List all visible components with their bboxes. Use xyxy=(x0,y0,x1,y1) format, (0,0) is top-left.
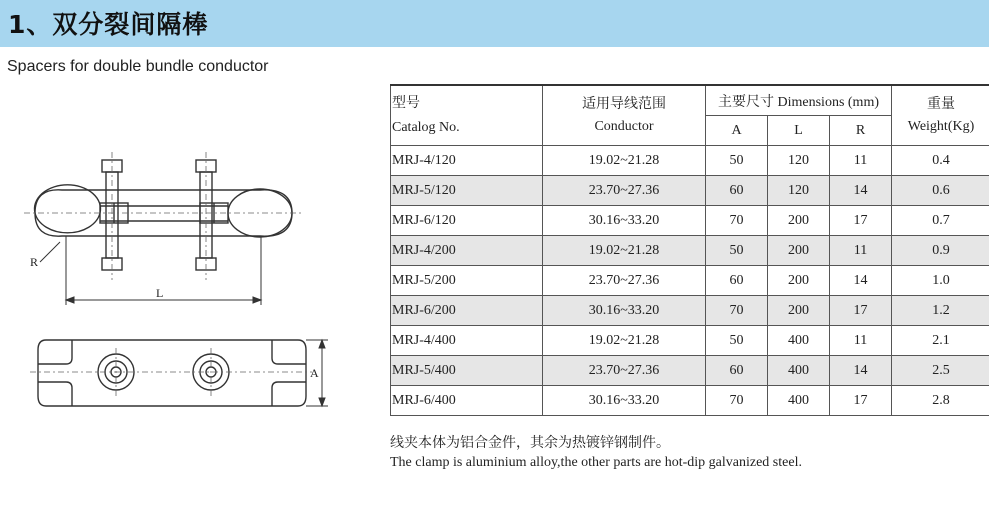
table-row xyxy=(391,296,989,326)
header-dimensions: 主要尺寸 Dimensions (mm) xyxy=(706,85,892,116)
l-cell: 200 xyxy=(768,266,830,296)
r-cell: 14 xyxy=(830,176,892,206)
header-weight-en: Weight(Kg) xyxy=(907,118,975,134)
header-weight-cn: 重量 xyxy=(927,96,955,112)
model-cell: MRJ-6/400 xyxy=(391,386,543,416)
r-cell: 14 xyxy=(830,356,892,386)
model-cell: MRJ-6/120 xyxy=(391,206,543,236)
table-row xyxy=(391,386,989,416)
note-en: The clamp is aluminium alloy,the other parts are hot-dip galvanized steel. xyxy=(390,455,802,470)
model-cell: MRJ-6/200 xyxy=(391,296,543,326)
l-cell: 120 xyxy=(768,146,830,176)
header-model xyxy=(391,85,543,146)
left-jaw-top xyxy=(35,185,101,213)
conductor-cell: 30.16~33.20 xyxy=(543,206,706,236)
r-cell: 14 xyxy=(830,266,892,296)
spec-table xyxy=(390,84,989,416)
r-cell: 17 xyxy=(830,386,892,416)
model-cell: MRJ-5/120 xyxy=(391,176,543,206)
table-row xyxy=(391,206,989,236)
r-cell: 11 xyxy=(830,236,892,266)
conductor-cell: 30.16~33.20 xyxy=(543,296,706,326)
weight-cell: 2.1 xyxy=(892,326,989,356)
conductor-cell: 23.70~27.36 xyxy=(543,176,706,206)
header-a: A xyxy=(706,116,768,146)
conductor-cell: 19.02~21.28 xyxy=(543,326,706,356)
conductor-cell: 23.70~27.36 xyxy=(543,356,706,386)
l-cell: 400 xyxy=(768,356,830,386)
header-conductor-en: Conductor xyxy=(594,118,654,134)
r-cell: 11 xyxy=(830,326,892,356)
l-cell: 200 xyxy=(768,296,830,326)
a-cell: 70 xyxy=(706,206,768,236)
header-model-cn: 型号 xyxy=(392,95,420,111)
conductor-cell: 23.70~27.36 xyxy=(543,266,706,296)
table-row xyxy=(391,146,989,176)
conductor-cell: 30.16~33.20 xyxy=(543,386,706,416)
header-r: R xyxy=(830,116,892,146)
table-body xyxy=(391,146,989,416)
weight-cell: 2.5 xyxy=(892,356,989,386)
conductor-cell: 19.02~21.28 xyxy=(543,236,706,266)
table-row xyxy=(391,176,989,206)
dim-r-label: R xyxy=(30,255,39,269)
header-model-en: Catalog No. xyxy=(392,119,460,135)
right-jaw-top xyxy=(228,189,292,213)
header-weight xyxy=(892,85,989,146)
l-cell: 400 xyxy=(768,326,830,356)
a-cell: 60 xyxy=(706,266,768,296)
a-cell: 50 xyxy=(706,236,768,266)
model-cell: MRJ-4/400 xyxy=(391,326,543,356)
table-row xyxy=(391,326,989,356)
l-cell: 400 xyxy=(768,386,830,416)
l-cell: 200 xyxy=(768,236,830,266)
table-row xyxy=(391,236,989,266)
model-cell: MRJ-5/200 xyxy=(391,266,543,296)
a-cell: 70 xyxy=(706,296,768,326)
weight-cell: 2.8 xyxy=(892,386,989,416)
header-conductor-cn: 适用导线范围 xyxy=(582,96,666,112)
header-conductor xyxy=(543,85,706,146)
a-cell: 70 xyxy=(706,386,768,416)
r-cell: 17 xyxy=(830,296,892,326)
subtitle: Spacers for double bundle conductor xyxy=(7,58,269,75)
r-cell: 17 xyxy=(830,206,892,236)
weight-cell: 0.4 xyxy=(892,146,989,176)
model-cell: MRJ-4/120 xyxy=(391,146,543,176)
conductor-cell: 19.02~21.28 xyxy=(543,146,706,176)
weight-cell: 0.9 xyxy=(892,236,989,266)
a-cell: 60 xyxy=(706,356,768,386)
model-cell: MRJ-4/200 xyxy=(391,236,543,266)
weight-cell: 1.2 xyxy=(892,296,989,326)
l-cell: 200 xyxy=(768,206,830,236)
header-l: L xyxy=(768,116,830,146)
weight-cell: 0.6 xyxy=(892,176,989,206)
a-cell: 50 xyxy=(706,146,768,176)
note-cn: 线夹本体为铝合金件，其余为热镀锌钢制件。 xyxy=(390,436,670,451)
a-cell: 60 xyxy=(706,176,768,206)
model-cell: MRJ-5/400 xyxy=(391,356,543,386)
weight-cell: 0.7 xyxy=(892,206,989,236)
l-cell: 120 xyxy=(768,176,830,206)
weight-cell: 1.0 xyxy=(892,266,989,296)
side-body-outline xyxy=(38,340,306,406)
table-row xyxy=(391,356,989,386)
r-cell: 11 xyxy=(830,146,892,176)
a-cell: 50 xyxy=(706,326,768,356)
dim-a-label: A xyxy=(310,366,319,380)
table-row xyxy=(391,266,989,296)
dim-l-label: L xyxy=(156,286,164,300)
page-title: 1、双分裂间隔棒 xyxy=(8,10,209,39)
